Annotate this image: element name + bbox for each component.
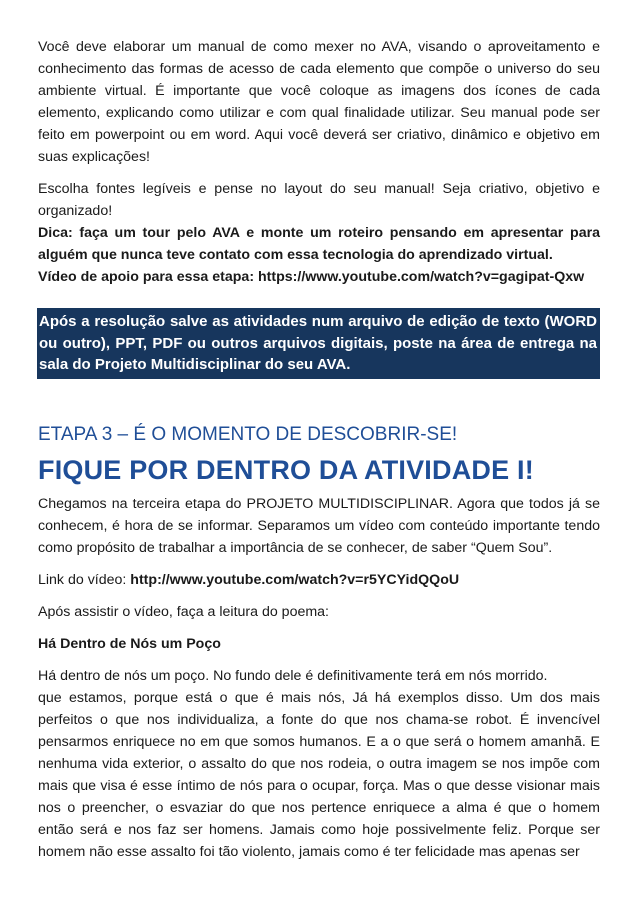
poem-first-line: Há dentro de nós um poço. No fundo dele é definitivamente terá em nós morrido.: [38, 667, 548, 684]
support-video-text: Vídeo de apoio para essa etapa: https://www.youtube.com/watch?v=gagipat-Qxw: [38, 269, 585, 285]
intro-paragraph-2: Escolha fontes legíveis e pense no layout do seu manual! Seja criativo, objetivo e organizado!: [38, 181, 600, 219]
video-link-line: [38, 569, 600, 591]
page-title: FIQUE POR DENTRO DA ATIVIDADE I!: [38, 454, 534, 485]
intro-paragraph-1: Você deve elaborar um manual de como mexer no AVA, visando o aproveitamento e conhecimento das formas de acesso de cada elemento que compõe o universo do seu ambiente virtual. É importante que você coloque as imagens dos ícones de cada elemento, explicando como utilizar e com qual finalidade utilizar. Seu manual pode ser feito em powerpoint ou em word. Aqui você deverá ser criativo, dinâmico e objetivo em suas explicações!: [38, 39, 600, 165]
video-link-label: Link do vídeo:: [38, 571, 131, 588]
dica-text: Dica: faça um tour pelo AVA e monte um roteiro pensando em apresentar para alguém que nunca teve contato com essa tecnologia do aprendizado virtual.: [38, 225, 600, 263]
video-link[interactable]: http://www.youtube.com/watch?v=r5YCYidQQoU: [130, 571, 460, 588]
etapa-heading: ETAPA 3 – É O MOMENTO DE DESCOBRIR-SE!: [38, 423, 458, 445]
poem-title: Há Dentro de Nós um Poço: [38, 635, 221, 652]
poem-body: que estamos, porque está o que é mais nós, Já há exemplos disso. Um dos mais perfeitos o que nos individualiza, a fonte do que nos chama-se robot. É invencível pensarmos enriquece no em que somos humanos. E a o que será o homem amanhã. E nenhuma vida exterior, o assalto do que nos rodeia, o outra imagem se nos impõe com mais que visa é esse íntimo de nós para o ocupar, força. Mas o que desse visionar mais nos o preencher, o esvaziar do que nos pertence enriquece a alma é que o homem então será e nos faz ser homens. Jamais como hoje possivelmente feliz. Porque ser homem não esse assalto foi tão violento, jamais como é ter felicidade mas apenas ser: [38, 689, 600, 860]
submission-highlight-box: Após a resolução salve as atividades num arquivo de edição de texto (WORD ou outro), PPT, PDF ou outros arquivos digitais, poste na área de entrega na sala do Projeto Multidisciplinar do seu AVA.: [37, 308, 600, 379]
etapa-paragraph: Chegamos na terceira etapa do PROJETO MULTIDISCIPLINAR. Agora que todos já se conhecem, é hora de se informar. Separamos um vídeo com conteúdo importante tendo como propósito de trabalhar a importância de se conhecer, de saber “Quem Sou”.: [38, 495, 600, 556]
after-video-instruction: Após assistir o vídeo, faça a leitura do poema:: [38, 603, 330, 620]
